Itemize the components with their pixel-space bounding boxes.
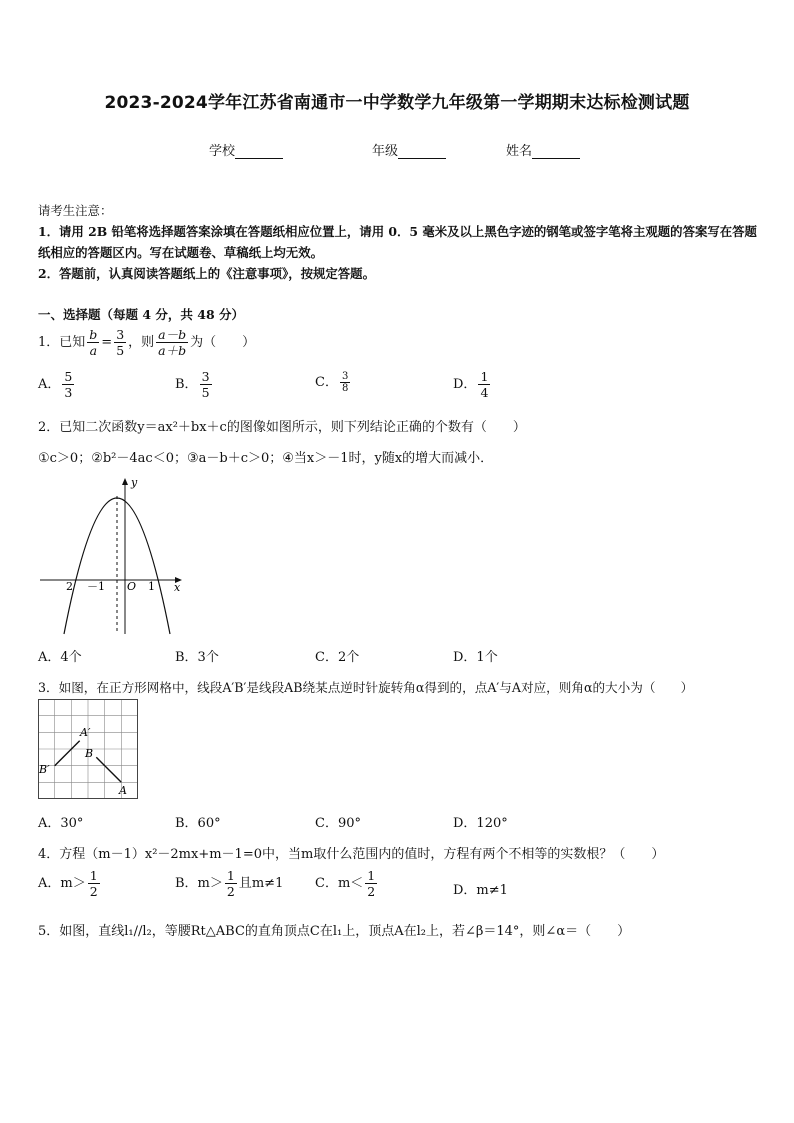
- label-b: B: [85, 747, 94, 760]
- label-a: A: [119, 784, 127, 797]
- q3-option-a[interactable]: A．30°: [38, 816, 84, 831]
- name-blank[interactable]: [532, 146, 580, 159]
- tick-label-neg1: －1: [87, 580, 105, 593]
- q4-option-b[interactable]: B．m＞ $\frac{1}{2}$ 且m≠1: [175, 868, 284, 899]
- origin-label: O: [127, 580, 137, 593]
- square-grid-figure: [38, 699, 140, 801]
- x-axis-label: x: [174, 581, 181, 594]
- q2-option-d[interactable]: D．1个: [453, 650, 498, 665]
- q3-option-d[interactable]: D．120°: [453, 816, 508, 831]
- q1-suffix: 为（ ）: [190, 335, 256, 350]
- q2-option-a[interactable]: A．4个: [38, 650, 82, 665]
- tick-label-1: 1: [148, 580, 155, 593]
- section-heading: 一、选择题（每题 4 分，共 48 分）: [38, 307, 245, 322]
- school-label: 学校: [209, 144, 236, 159]
- q3-option-c[interactable]: C．90°: [315, 816, 361, 831]
- notice-item-1: 1．请用 2B 铅笔将选择题答案涂填在答题纸相应位置上，请用 0．5 毫米及以上黑色字迹的钢笔或签字笔将主观题的答案写在答题纸相应的答题区内。写在试题卷、草稿纸上均无效。: [38, 224, 757, 260]
- q4-option-c[interactable]: C．m＜ $\frac{1}{2}$: [315, 868, 376, 899]
- school-field[interactable]: [209, 140, 283, 159]
- q1-mid: ，则: [128, 335, 155, 350]
- notice-heading: 请考生注意：: [38, 203, 113, 218]
- y-axis-label: y: [131, 476, 138, 489]
- q2-option-b[interactable]: B．3个: [175, 650, 219, 665]
- parabola-graph: [36, 474, 186, 638]
- q1-frac-2: $\frac{3}{5}$: [116, 327, 125, 358]
- segment-ab: [96, 757, 121, 782]
- question-3-stem: 3．如图，在正方形网格中，线段A′B′是线段AB绕某点逆时针旋转角α得到的，点A′与A对应，则角α的大小为（ ）: [38, 680, 694, 695]
- q1-prefix: 1．已知: [38, 335, 86, 350]
- q1-eq: =: [101, 335, 113, 350]
- q2-option-c[interactable]: C．2个: [315, 650, 360, 665]
- tick-label-neg2: 2: [66, 580, 73, 593]
- question-2-stem: 2．已知二次函数y＝ax²＋bx＋c的图像如图所示，则下列结论正确的个数有（ ）: [38, 420, 526, 435]
- q3-option-b[interactable]: B．60°: [175, 816, 221, 831]
- q1-frac-3: $\frac{a-b}{a+b}$: [158, 327, 187, 358]
- school-blank[interactable]: [235, 146, 283, 159]
- parabola-curve: [64, 498, 170, 634]
- segment-a-prime-b-prime: [55, 741, 80, 766]
- notice-item-2: 2．答题前，认真阅读答题纸上的《注意事项》，按规定答题。: [38, 266, 375, 281]
- question-1: [38, 327, 255, 358]
- q4-option-d[interactable]: D．m≠1: [453, 883, 508, 898]
- question-2-conditions: ①c＞0；②b²－4ac＜0；③a－b＋c＞0；④当x＞－1时，y随x的增大而减小．: [38, 451, 494, 466]
- page-title: 2023-2024学年江苏省南通市一中学数学九年级第一学期期末达标检测试题: [104, 93, 690, 113]
- q1-option-d[interactable]: D． $\frac{1}{4}$: [453, 369, 489, 400]
- grade-label: 年级: [372, 144, 399, 159]
- name-label: 姓名: [506, 144, 533, 159]
- q1-option-a[interactable]: A． $\frac{5}{3}$: [38, 369, 73, 400]
- question-4-stem: 4．方程（m－1）x²－2mx+m－1=0中，当m取什么范围内的值时，方程有两个不相等的实数根？（ ）: [38, 847, 665, 862]
- q4-option-a[interactable]: A．m＞ $\frac{1}{2}$: [38, 868, 98, 899]
- name-field[interactable]: [506, 140, 580, 159]
- q1-option-b[interactable]: B． $\frac{3}{5}$: [175, 369, 210, 400]
- q1-option-c[interactable]: C． $\frac{3}{8}$: [315, 371, 349, 394]
- grade-blank[interactable]: [398, 146, 446, 159]
- q1-frac-1: $\frac{b}{a}$: [89, 327, 98, 358]
- label-b-prime: B′: [39, 763, 50, 776]
- grade-field[interactable]: [372, 140, 446, 159]
- y-axis-arrow: [122, 478, 128, 485]
- label-a-prime: A′: [80, 726, 91, 739]
- question-5-stem: 5．如图，直线l₁//l₂，等腰Rt△ABC的直角顶点C在l₁上，顶点A在l₂上，若∠β＝14°，则∠α＝（ ）: [38, 924, 631, 939]
